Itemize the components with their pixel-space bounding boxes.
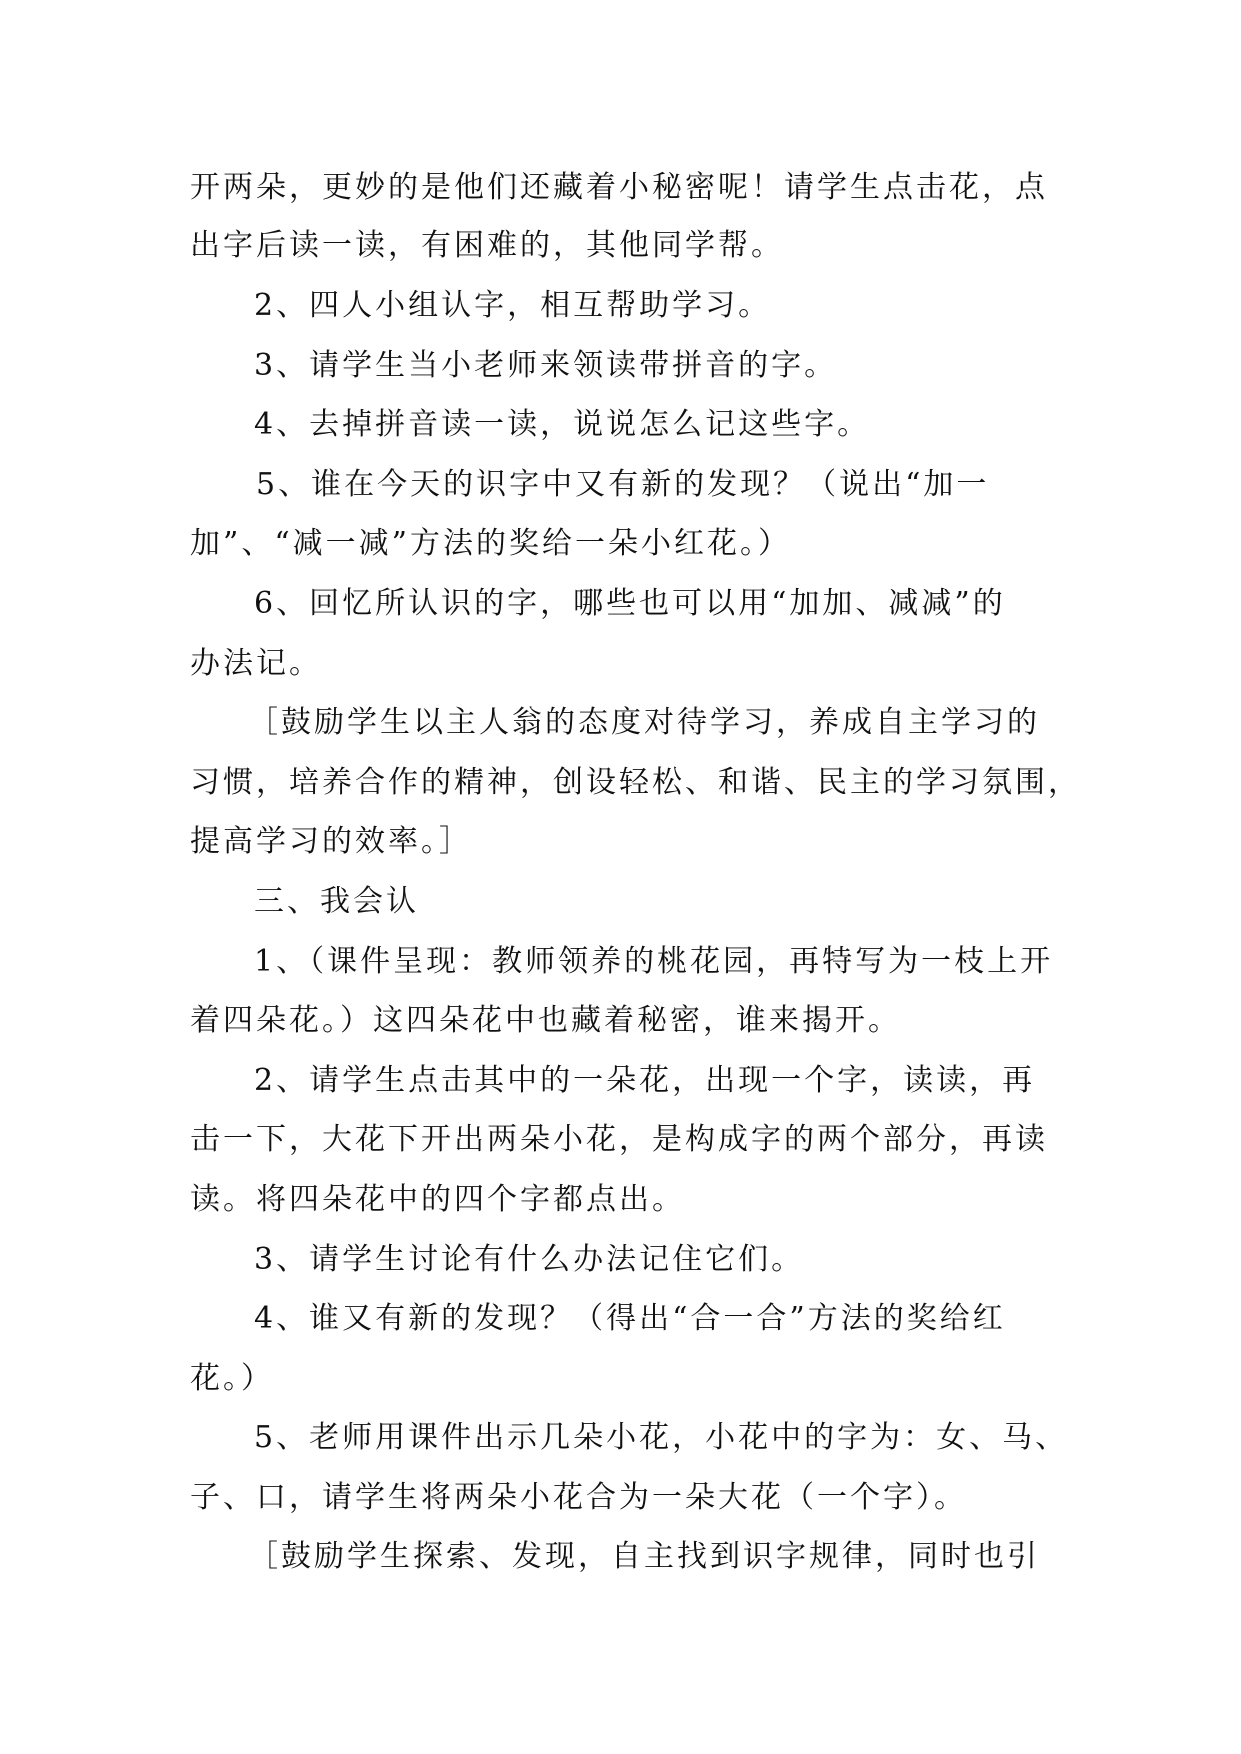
paragraph-line: 子、口，请学生将两朵小花合为一朵大花（一个字）。 bbox=[190, 1480, 967, 1515]
paragraph-line: 读。将四朵花中的四个字都点出。 bbox=[190, 1182, 685, 1217]
paragraph-line: 提高学习的效率。］ bbox=[190, 824, 472, 859]
paragraph-line: 3、请学生当小老师来领读带拼音的字。 bbox=[254, 348, 838, 383]
paragraph-line: ［鼓励学生以主人翁的态度对待学习，养成自主学习的 bbox=[248, 705, 1040, 740]
paragraph-line: 4、去掉拼音读一读，说说怎么记这些字。 bbox=[254, 407, 871, 442]
paragraph-line: 花。） bbox=[190, 1361, 274, 1396]
paragraph-line: 习惯，培养合作的精神，创设轻松、和谐、民主的学习氛围， bbox=[190, 765, 1081, 800]
paragraph-line: ［鼓励学生探索、发现，自主找到识字规律，同时也引 bbox=[248, 1539, 1040, 1574]
paragraph-line: 开两朵，更妙的是他们还藏着小秘密呢！请学生点击花，点 bbox=[190, 170, 1048, 205]
paragraph-line: 加”、“减一减”方法的奖给一朵小红花。） bbox=[190, 526, 792, 561]
paragraph-line: 办法记。 bbox=[190, 646, 322, 681]
paragraph-line: 3、请学生讨论有什么办法记住它们。 bbox=[254, 1242, 805, 1277]
paragraph-line: 5、谁在今天的识字中又有新的发现？（说出“加一 bbox=[256, 467, 990, 502]
paragraph-line: 6、回忆所认识的字，哪些也可以用“加加、减减”的 bbox=[254, 586, 1006, 621]
paragraph-line: 2、请学生点击其中的一朵花，出现一个字，读读，再 bbox=[254, 1063, 1036, 1098]
paragraph-line: 1、（课件呈现：教师领养的桃花园，再特写为一枝上开 bbox=[254, 944, 1054, 979]
paragraph-line: 击一下，大花下开出两朵小花，是构成字的两个部分，再读 bbox=[190, 1122, 1048, 1157]
paragraph-line: 2、四人小组认字，相互帮助学习。 bbox=[254, 288, 772, 323]
paragraph-line: 着四朵花。）这四朵花中也藏着秘密，谁来揭开。 bbox=[190, 1003, 901, 1038]
paragraph-line: 5、老师用课件出示几朵小花，小花中的字为：女、马、 bbox=[254, 1420, 1069, 1455]
paragraph-line: 4、谁又有新的发现？（得出“合一合”方法的奖给红 bbox=[254, 1301, 1006, 1336]
section-heading: 三、我会认 bbox=[254, 884, 419, 919]
paragraph-line: 出字后读一读，有困难的，其他同学帮。 bbox=[190, 228, 784, 263]
